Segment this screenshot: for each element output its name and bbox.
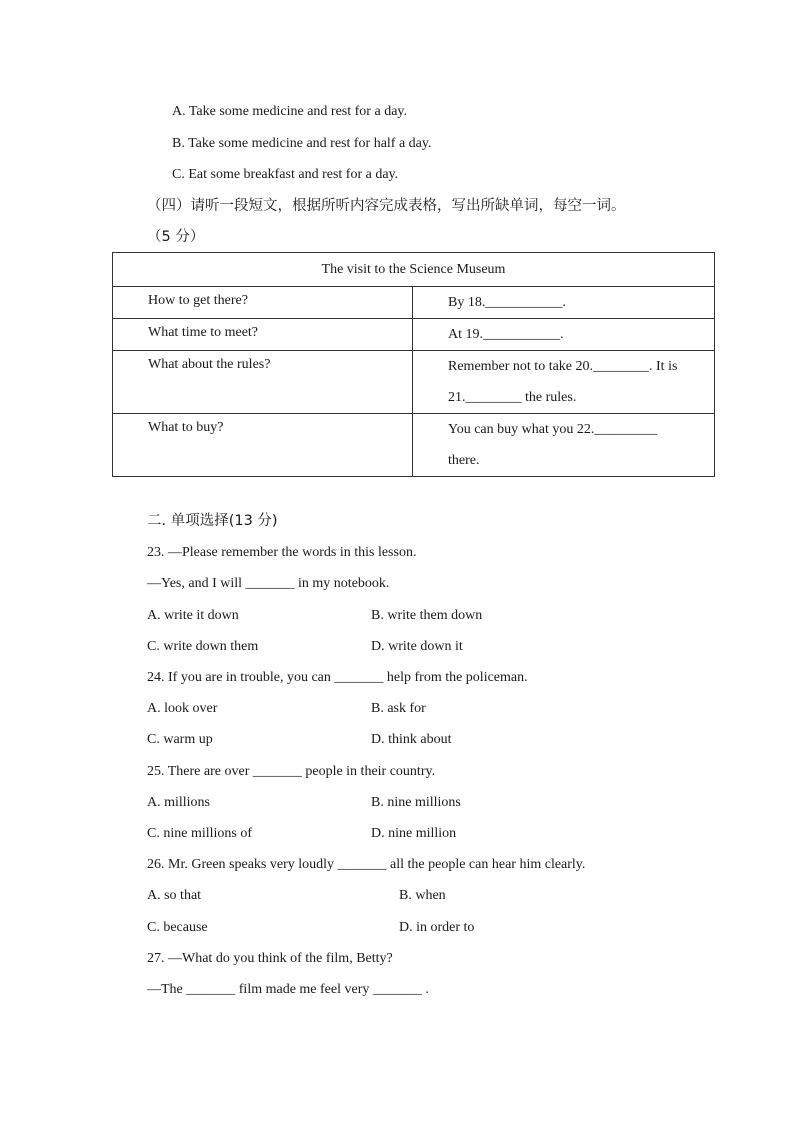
q26-option-b: B. when bbox=[399, 888, 446, 903]
section4-instruction: （四）请听一段短文，根据所听内容完成表格，写出所缺单词，每空一词。 bbox=[147, 198, 626, 214]
question-25: 25. There are over _______ people in their country. bbox=[147, 764, 436, 779]
table-question: What time to meet? bbox=[113, 319, 413, 351]
q25-option-d: D. nine million bbox=[371, 826, 457, 841]
prev-option-a: A. Take some medicine and rest for a day. bbox=[172, 104, 407, 119]
table-answer-18: By 18.___________. bbox=[413, 287, 715, 319]
part2-heading: 二. 单项选择(13 分) bbox=[147, 513, 278, 529]
q23-option-b: B. write them down bbox=[371, 608, 483, 623]
q25-option-b: B. nine millions bbox=[371, 795, 461, 810]
table-answer-19: At 19.___________. bbox=[413, 319, 715, 351]
table-question: How to get there? bbox=[113, 287, 413, 319]
table-row bbox=[113, 287, 715, 319]
listening-table bbox=[112, 252, 715, 477]
question-23: 23. —Please remember the words in this lesson. bbox=[147, 545, 417, 560]
q25-option-c: C. nine millions of bbox=[147, 826, 252, 841]
answer-line: 21.________ the rules. bbox=[448, 390, 577, 405]
q25-option-a: A. millions bbox=[147, 795, 211, 810]
question-26: 26. Mr. Green speaks very loudly _______ all the people can hear him clearly. bbox=[147, 857, 586, 872]
q26-option-d: D. in order to bbox=[399, 920, 475, 935]
question-23-response: —Yes, and I will _______ in my notebook. bbox=[147, 576, 390, 591]
answer-line: there. bbox=[448, 453, 480, 468]
table-answer-20-21 bbox=[413, 351, 715, 414]
table-row bbox=[113, 319, 715, 351]
table-answer-22 bbox=[413, 414, 715, 477]
q23-option-a: A. write it down bbox=[147, 608, 239, 623]
table-question: What about the rules? bbox=[113, 351, 413, 414]
q24-option-d: D. think about bbox=[371, 732, 452, 747]
q26-option-c: C. because bbox=[147, 920, 208, 935]
prev-option-b: B. Take some medicine and rest for half a day. bbox=[172, 136, 432, 151]
question-24: 24. If you are in trouble, you can _______ help from the policeman. bbox=[147, 670, 528, 685]
table-title: The visit to the Science Museum bbox=[113, 253, 715, 287]
question-27: 27. —What do you think of the film, Betty? bbox=[147, 951, 393, 966]
table-row bbox=[113, 351, 715, 414]
q26-option-a: A. so that bbox=[147, 888, 202, 903]
q24-option-a: A. look over bbox=[147, 701, 218, 716]
q23-option-d: D. write down it bbox=[371, 639, 463, 654]
q23-option-c: C. write down them bbox=[147, 639, 259, 654]
q24-option-c: C. warm up bbox=[147, 732, 213, 747]
question-27-response: —The _______ film made me feel very _______ . bbox=[147, 982, 429, 997]
table-row bbox=[113, 414, 715, 477]
answer-line: Remember not to take 20.________. It is bbox=[448, 359, 678, 374]
prev-option-c: C. Eat some breakfast and rest for a day. bbox=[172, 167, 399, 182]
table-question: What to buy? bbox=[113, 414, 413, 477]
section4-points: （5 分） bbox=[147, 229, 205, 245]
answer-line: You can buy what you 22._________ bbox=[448, 422, 658, 437]
q24-option-b: B. ask for bbox=[371, 701, 426, 716]
